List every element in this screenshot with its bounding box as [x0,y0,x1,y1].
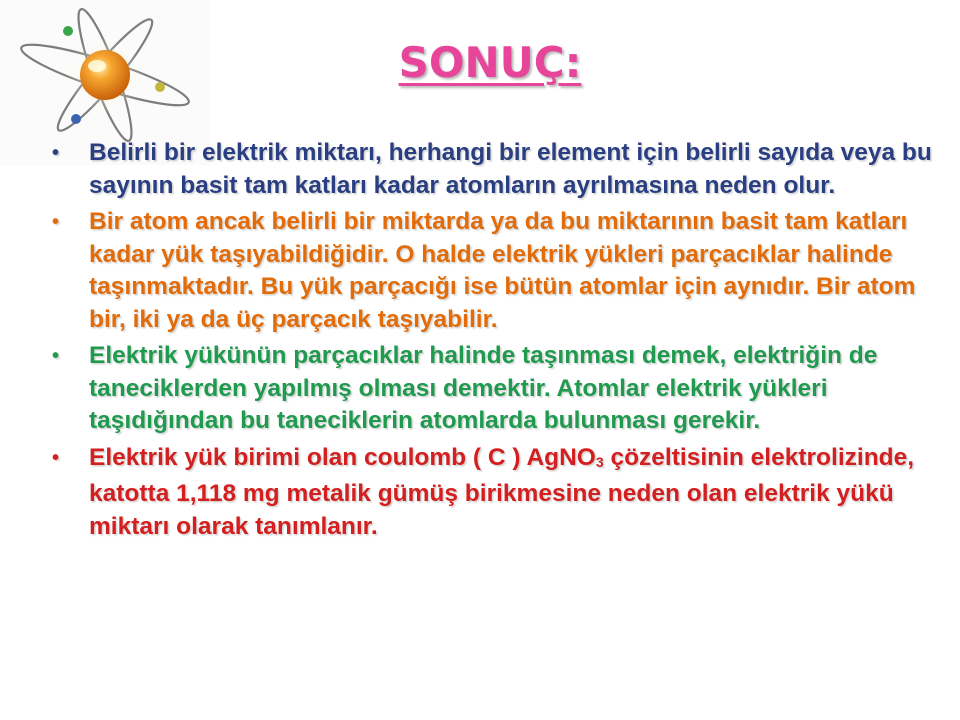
bullet-item [52,206,932,336]
bullet-dot-icon: • [52,345,60,367]
bullet-list [52,137,932,547]
bullet-item [52,442,932,544]
bullet-dot-icon: • [52,211,60,233]
bullet-text: Bir atom ancak belirli bir miktarda ya da bu miktarının basit tam katları kadar yük taşıyabildiğidir. O halde elektrik yükleri parçacıklar halinde taşınmaktadır. Bu yük parçacığı ise bütün atomlar için aynıdır. Bir atom bir, iki ya da üç parçacık taşıyabilir. [89,208,916,333]
bullet-dot-icon: • [52,142,60,164]
bullet-text-before: Elektrik yük birimi olan coulomb ( C ) AgNO [89,443,596,471]
bullet-text: Belirli bir elektrik miktarı, herhangi bir element için belirli sayıda veya bu sayının basit tam katları kadar atomların ayrılmasına neden olur. [89,139,932,199]
bullet-text: Elektrik yükünün parçacıklar halinde taşınması demek, elektriğin de taneciklerden yapılmış olması demektir. Atomlar elektrik yükleri taşıdığından bu taneciklerin atomlarda bulunması gerekir. [89,342,878,434]
slide-title: SONUÇ: [398,38,582,87]
bullet-item [52,340,932,438]
bullet-text-after: çözeltisinin elektrolizinde, katotta 1,118 mg metalik gümüş birikmesine neden olan elektrik yükü miktarı olarak tanımlanır. [89,443,915,540]
bullet-item [52,137,932,202]
bullet-dot-icon: • [52,446,60,469]
subscript-3: 3 [595,453,604,470]
